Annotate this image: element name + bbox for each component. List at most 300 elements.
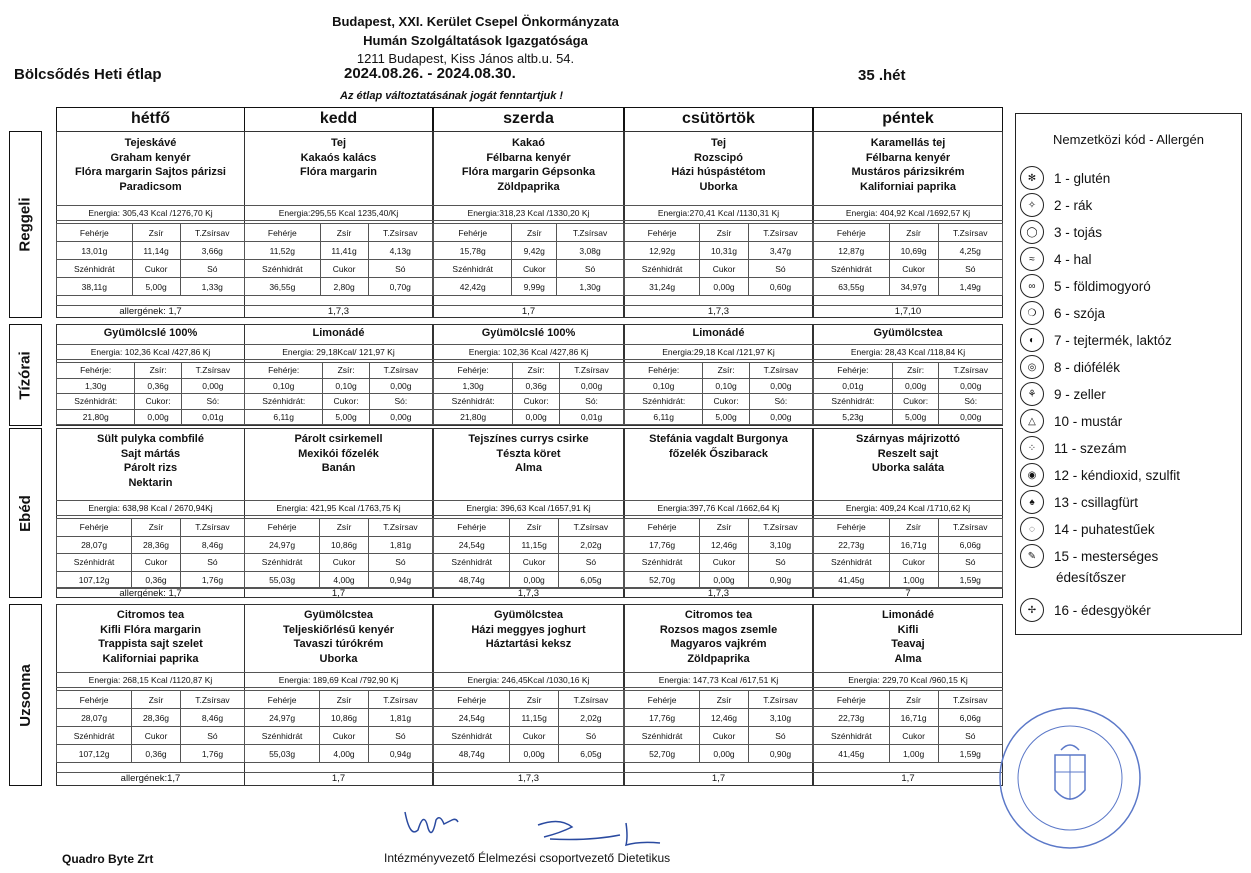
ebed-menu xyxy=(244,432,433,476)
nutrition-row xyxy=(814,260,1003,278)
nutrient-label: Só xyxy=(558,554,623,572)
nutrient-label: Zsír xyxy=(132,519,181,537)
nutrient-value: 0,90g xyxy=(748,745,812,763)
menu-item: Limonádé xyxy=(312,327,365,339)
reggeli-nutrition-table xyxy=(813,223,1003,296)
nutrition-row xyxy=(814,519,1003,537)
nutrition-row xyxy=(245,409,433,425)
nutrition-row xyxy=(434,745,624,763)
allergen-label: 12 - kéndioxid, szulfit xyxy=(1054,467,1181,483)
nutrition-row xyxy=(434,242,624,260)
reggeli-allergens: 1,7 xyxy=(433,305,624,317)
reggeli-allergens: 1,7,3 xyxy=(244,305,433,317)
allergen-label: 7 - tejtermék, laktóz xyxy=(1054,332,1172,348)
nutrient-label: Szénhidrát xyxy=(814,727,890,745)
tizorai-nutrition-table xyxy=(433,362,624,425)
menu-item: Kaliforniai paprika xyxy=(102,652,199,665)
org-line1: Budapest, XXI. Kerület Csepel Önkormányzata xyxy=(332,14,619,29)
menu-item: Nektarin xyxy=(128,476,173,489)
nutrient-label: Szénhidrát: xyxy=(814,394,893,410)
meal-label-text: Uzsonna xyxy=(17,663,35,727)
nutrient-value: 2,80g xyxy=(320,278,368,296)
nutrition-row xyxy=(245,394,433,410)
celery-icon: ⚘ xyxy=(1020,382,1044,406)
nutrition-row xyxy=(434,536,624,554)
nutrient-value: 1,59g xyxy=(938,745,1002,763)
menu-item: Alma xyxy=(515,462,542,474)
nutrient-label: Cukor xyxy=(320,727,369,745)
nutrient-value: 4,00g xyxy=(320,571,369,589)
allergen-item xyxy=(1020,166,1110,190)
nutrient-label: Szénhidrát xyxy=(625,554,700,572)
nutrient-label: T.Zsírsav xyxy=(557,224,624,242)
nutrient-label: T.Zsírsav xyxy=(939,363,1003,379)
ebed-energy: Energia:397,76 Kcal /1662,64 Kj xyxy=(624,500,813,516)
mustard-icon: △ xyxy=(1020,409,1044,433)
menu-item: Limonádé xyxy=(882,609,934,621)
nutrition-row xyxy=(625,745,813,763)
nutrient-label: Fehérje: xyxy=(57,363,135,379)
nutrition-row xyxy=(625,727,813,745)
allergen-item xyxy=(1020,247,1092,271)
menu-item: Tej xyxy=(710,137,727,149)
menu-item: Gyümölcstea xyxy=(873,327,943,339)
nutrient-label: Só xyxy=(748,260,812,278)
nutrition-row xyxy=(57,363,245,379)
nutrition-row xyxy=(57,709,245,727)
nutrient-value: 0,00g xyxy=(892,378,939,394)
menu-item: Uborka xyxy=(699,180,738,193)
nutrient-value: 5,00g xyxy=(892,409,939,425)
nutrient-label: Fehérje xyxy=(245,224,321,242)
nutrient-value: 12,46g xyxy=(700,709,749,727)
nutrition-row xyxy=(625,260,813,278)
nutrient-label: Só xyxy=(558,727,623,745)
menu-item: Citromos tea xyxy=(684,609,753,621)
nutrient-value: 0,36g xyxy=(132,745,181,763)
nutrient-label: T.Zsírsav xyxy=(369,363,432,379)
nutrient-value: 0,00g xyxy=(939,378,1003,394)
company-name: Quadro Byte Zrt xyxy=(62,852,154,866)
nutrient-value: 1,49g xyxy=(938,278,1002,296)
nutrient-label: Cukor: xyxy=(513,394,560,410)
uzsonna-allergens: allergének:1,7 xyxy=(56,772,245,784)
nutrition-row xyxy=(57,260,245,278)
allergen-item xyxy=(1020,274,1151,298)
allergen-label: 3 - tojás xyxy=(1054,224,1103,240)
nutrient-label: Zsír: xyxy=(703,363,749,379)
nutrient-label: T.Zsírsav xyxy=(180,519,244,537)
nutrient-value: 4,13g xyxy=(368,242,432,260)
nutrient-label: Szénhidrát xyxy=(814,554,890,572)
nutrient-label: Só xyxy=(938,260,1002,278)
nutrient-label: Cukor xyxy=(700,727,749,745)
nutrient-label: Cukor xyxy=(700,554,749,572)
allergen-label: 1 - glutén xyxy=(1054,170,1111,186)
nutrient-label: Fehérje: xyxy=(814,363,893,379)
nutrition-row xyxy=(814,571,1003,589)
uzsonna-menu xyxy=(624,608,813,666)
meal-label-uzsonna xyxy=(9,604,42,786)
nutrition-row xyxy=(814,745,1003,763)
menu-item: Gyümölcslé 100% xyxy=(103,327,198,339)
nutrient-label: Fehérje: xyxy=(434,363,513,379)
menu-item: Flóra margarin xyxy=(299,166,378,178)
nutrient-value: 0,01g xyxy=(560,409,624,425)
soy-icon: ❍ xyxy=(1020,301,1044,325)
menu-item: Tavaszi túrókrém xyxy=(293,638,384,650)
menu-item: Párolt rizs xyxy=(123,462,178,474)
nutrient-label: Só: xyxy=(939,394,1003,410)
nutrient-value: 1,81g xyxy=(368,536,432,554)
nutrient-value: 31,24g xyxy=(625,278,700,296)
nutrition-row xyxy=(434,378,624,394)
tizorai-energy: Energia:29,18 Kcal /121,97 Kj xyxy=(624,344,813,360)
menu-item: Rozsos magos zsemle xyxy=(659,623,778,636)
nutrient-label: Zsír: xyxy=(323,363,369,379)
milk-icon: ◐ xyxy=(1020,328,1044,352)
nutrient-value: 3,10g xyxy=(748,709,812,727)
nutrient-label: T.Zsírsav xyxy=(748,224,812,242)
nutrition-row xyxy=(434,519,624,537)
tizorai-energy: Energia: 102,36 Kcal /427,86 Kj xyxy=(433,344,624,360)
nutrient-label: Zsír xyxy=(700,224,749,242)
day-header-0: hétfő xyxy=(56,107,245,131)
nutrition-row xyxy=(625,519,813,537)
nutrient-value: 107,12g xyxy=(57,745,132,763)
allergen-label: 11 - szezám xyxy=(1054,440,1127,456)
nutrient-value: 48,74g xyxy=(434,571,510,589)
nutrient-label: Fehérje xyxy=(814,224,890,242)
nutrition-row xyxy=(245,260,433,278)
uzsonna-allergens: 1,7 xyxy=(624,772,813,784)
nutrient-label: T.Zsírsav xyxy=(368,691,432,709)
meal-label-text: Reggeli xyxy=(17,197,34,252)
allergen-item xyxy=(1020,220,1102,244)
ebed-nutrition-table xyxy=(244,518,433,589)
nutrition-row xyxy=(625,224,813,242)
menu-item: Kaliforniai paprika xyxy=(860,180,956,193)
address: 1211 Budapest, Kiss János altb.u. 54. xyxy=(356,51,575,66)
tizorai-energy: Energia: 28,43 Kcal /118,84 Kj xyxy=(813,344,1003,360)
nutrient-label: Szénhidrát xyxy=(57,727,132,745)
nutrition-row xyxy=(245,378,433,394)
nutrition-row xyxy=(245,519,433,537)
nutrient-value: 16,71g xyxy=(889,536,938,554)
nutrition-row xyxy=(625,363,813,379)
nutrient-label: Zsír: xyxy=(513,363,560,379)
nutrient-label: Szénhidrát xyxy=(434,554,510,572)
nutrient-label: Szénhidrát xyxy=(245,727,320,745)
nutrient-value: 0,00g xyxy=(369,409,432,425)
nutrient-value: 0,00g xyxy=(513,409,560,425)
menu-item: Uborka saláta xyxy=(871,462,945,474)
nutrient-label: Szénhidrát xyxy=(57,554,132,572)
reggeli-energy: Energia:318,23 Kcal /1330,20 Kj xyxy=(433,205,624,221)
nutrient-value: 1,30g xyxy=(434,378,513,394)
nutrient-label: Szénhidrát: xyxy=(434,394,513,410)
nutrition-row xyxy=(434,571,624,589)
nutrient-value: 0,10g xyxy=(625,378,703,394)
nutrient-value: 41,45g xyxy=(814,745,890,763)
nutrient-value: 11,15g xyxy=(510,536,558,554)
ebed-nutrition-table xyxy=(813,518,1003,589)
uzsonna-allergens: 1,7 xyxy=(813,772,1003,784)
nutrient-label: T.Zsírsav xyxy=(560,363,624,379)
nutrient-label: Fehérje xyxy=(245,691,320,709)
nutrition-row xyxy=(814,727,1003,745)
nutrient-value: 12,46g xyxy=(700,536,749,554)
ebed-menu xyxy=(433,432,624,476)
nutrient-label: Só: xyxy=(181,394,244,410)
nutrient-value: 42,42g xyxy=(434,278,512,296)
ebed-menu xyxy=(56,432,245,490)
nutrient-label: T.Zsírsav xyxy=(180,691,244,709)
nutrient-label: Só xyxy=(938,727,1002,745)
nutrient-value: 0,00g xyxy=(135,409,181,425)
nutrient-label: T.Zsírsav xyxy=(368,519,432,537)
official-stamp xyxy=(995,700,1145,855)
nutrient-label: Fehérje: xyxy=(625,363,703,379)
allergen-item xyxy=(1020,328,1172,352)
nutrient-value: 9,99g xyxy=(512,278,557,296)
reggeli-allergens: 1,7,3 xyxy=(624,305,813,317)
ebed-energy: Energia: 409,24 Kcal /1710,62 Kj xyxy=(813,500,1003,516)
tizorai-nutrition-table xyxy=(244,362,433,425)
uzsonna-nutrition-table xyxy=(433,690,624,763)
nutrition-row xyxy=(245,727,433,745)
nutrient-value: 3,66g xyxy=(180,242,244,260)
signature-catering-lead xyxy=(530,815,680,855)
nutrient-value: 36,55g xyxy=(245,278,321,296)
nutrient-value: 0,00g xyxy=(939,409,1003,425)
nutrient-value: 10,86g xyxy=(320,536,369,554)
fish-icon: ≈ xyxy=(1020,247,1044,271)
nutrient-label: T.Zsírsav xyxy=(748,691,812,709)
day-header-2: szerda xyxy=(433,107,624,131)
menu-item: Kakaós kalács xyxy=(300,151,377,164)
nutrient-label: T.Zsírsav xyxy=(749,363,812,379)
nutrient-label: Zsír xyxy=(132,224,180,242)
allergen-item xyxy=(1020,490,1138,514)
nutrient-label: T.Zsírsav xyxy=(748,519,812,537)
ebed-allergens: 1,7 xyxy=(244,587,433,599)
allergen-label: édesítőszer xyxy=(1056,570,1126,585)
nutrient-label: Fehérje xyxy=(625,519,700,537)
meal-label-text: Tízórai xyxy=(17,350,34,400)
nutrient-value: 0,00g xyxy=(560,378,624,394)
nutrient-value: 0,60g xyxy=(748,278,812,296)
ebed-nutrition-table xyxy=(433,518,624,589)
allergen-label: 2 - rák xyxy=(1054,197,1093,213)
nutrition-row xyxy=(57,519,245,537)
reggeli-menu xyxy=(624,136,813,194)
nutrient-value: 24,97g xyxy=(245,709,320,727)
signature-roles: Intézményvezető Élelmezési csoportvezető Dietetikus xyxy=(384,851,671,865)
nutrient-label: Só xyxy=(557,260,624,278)
nutrient-label: Só xyxy=(180,554,244,572)
nutrient-label: T.Zsírsav xyxy=(938,691,1002,709)
menu-item: Kifli Flóra margarin xyxy=(100,623,201,636)
nutrient-value: 28,36g xyxy=(132,536,181,554)
nutrient-value: 1,33g xyxy=(180,278,244,296)
nutrition-row xyxy=(434,709,624,727)
nutrient-value: 24,54g xyxy=(434,536,510,554)
nutrition-row xyxy=(57,554,245,572)
nutrient-value: 107,12g xyxy=(57,571,132,589)
nutrient-label: Cukor: xyxy=(135,394,181,410)
nutrition-row xyxy=(434,363,624,379)
uzsonna-energy: Energia: 246,45Kcal /1030,16 Kj xyxy=(433,672,624,688)
reggeli-energy: Energia:295,55 Kcal 1235,40/Kj xyxy=(244,205,433,221)
nutrient-label: Fehérje xyxy=(57,224,133,242)
nutrient-label: T.Zsírsav xyxy=(180,224,244,242)
nutrient-value: 8,46g xyxy=(180,709,244,727)
tizorai-energy: Energia: 29,18Kcal/ 121,97 Kj xyxy=(244,344,433,360)
tizorai-menu xyxy=(56,326,245,341)
menu-item: Trappista sajt szelet xyxy=(98,638,203,650)
page-title: Bölcsődés Heti étlap xyxy=(14,66,162,83)
menu-item: Kifli xyxy=(897,623,919,636)
nutrient-label: T.Zsírsav xyxy=(558,519,623,537)
nutrient-value: 0,00g xyxy=(510,571,558,589)
reggeli-nutrition-table xyxy=(244,223,433,296)
nutrition-row xyxy=(434,394,624,410)
allergen-item xyxy=(1020,517,1155,541)
nutrition-row xyxy=(57,691,245,709)
nutrition-row xyxy=(245,554,433,572)
uzsonna-nutrition-table xyxy=(624,690,813,763)
nutrient-label: Szénhidrát xyxy=(814,260,890,278)
nutrition-row xyxy=(814,278,1003,296)
nutrient-value: 6,11g xyxy=(625,409,703,425)
tizorai-menu xyxy=(244,326,433,341)
ebed-allergens: 7 xyxy=(813,587,1003,599)
allergen-item xyxy=(1020,301,1105,325)
allergen-label: 16 - édesgyökér xyxy=(1054,602,1151,618)
uzsonna-allergens: 1,7,3 xyxy=(433,772,624,784)
menu-item: Paradicsom xyxy=(119,180,182,193)
allergen-label: 4 - hal xyxy=(1054,251,1092,267)
ebed-energy: Energia: 396,63 Kcal /1657,91 Kj xyxy=(433,500,624,516)
ebed-nutrition-table xyxy=(624,518,813,589)
menu-item: Sajt mártás xyxy=(120,447,181,460)
nutrition-row xyxy=(434,409,624,425)
menu-item: Tejszínes currys csirke xyxy=(468,433,589,445)
menu-item: Flóra margarin Sajtos párizsi xyxy=(75,166,226,178)
nutrition-row xyxy=(245,745,433,763)
nutrition-row xyxy=(245,224,433,242)
nutrient-label: Só xyxy=(748,727,812,745)
nutrient-label: Szénhidrát xyxy=(434,260,512,278)
nutrition-row xyxy=(814,378,1003,394)
nutrition-row xyxy=(625,278,813,296)
nutrient-value: 21,80g xyxy=(57,409,135,425)
nutrient-label: Zsír: xyxy=(135,363,181,379)
nutrient-label: Fehérje xyxy=(625,691,700,709)
nutrient-value: 28,07g xyxy=(57,536,132,554)
nutrition-row xyxy=(625,378,813,394)
nutrient-value: 41,45g xyxy=(814,571,890,589)
reggeli-allergens: 1,7,10 xyxy=(813,305,1003,317)
nutrient-value: 0,00g xyxy=(181,378,244,394)
nutrition-row xyxy=(625,536,813,554)
menu-item: Stefánia vagdalt Burgonya xyxy=(649,433,788,445)
nutrient-value: 6,06g xyxy=(938,536,1002,554)
signature-institution-head xyxy=(400,800,490,845)
nutrient-value: 0,10g xyxy=(245,378,323,394)
allergen-item xyxy=(1056,570,1126,585)
nutrient-value: 0,94g xyxy=(368,571,432,589)
uzsonna-energy: Energia: 229,70 Kcal /960,15 Kj xyxy=(813,672,1003,688)
nutrition-row xyxy=(245,709,433,727)
menu-item: Tészta köret xyxy=(496,447,561,460)
nutrient-value: 24,54g xyxy=(434,709,510,727)
nutrition-row xyxy=(625,409,813,425)
nutrient-value: 55,03g xyxy=(245,745,320,763)
menu-item: Teljeskiőrlésű kenyér xyxy=(282,623,395,636)
uzsonna-nutrition-table xyxy=(244,690,433,763)
nutrient-label: Cukor: xyxy=(323,394,369,410)
nutrient-value: 10,69g xyxy=(889,242,938,260)
nutrient-label: Só xyxy=(368,260,432,278)
nutrient-value: 1,76g xyxy=(180,745,244,763)
nutrient-value: 48,74g xyxy=(434,745,510,763)
nutrient-value: 0,10g xyxy=(703,378,749,394)
reggeli-nutrition-table xyxy=(624,223,813,296)
nutrient-value: 0,10g xyxy=(323,378,369,394)
menu-item: Házi húspástétom xyxy=(671,166,766,178)
nutrient-label: Cukor xyxy=(510,727,558,745)
mollusc-icon: ◌ xyxy=(1020,517,1044,541)
nutrient-label: Zsír xyxy=(510,519,558,537)
nutrition-row xyxy=(245,536,433,554)
nutrient-value: 24,97g xyxy=(245,536,320,554)
nutrition-row xyxy=(57,242,245,260)
tizorai-menu xyxy=(433,326,624,341)
nutrition-row xyxy=(814,394,1003,410)
nutrient-value: 1,76g xyxy=(180,571,244,589)
nutrient-label: Fehérje xyxy=(57,519,132,537)
ebed-menu xyxy=(813,432,1003,476)
meal-label-text: Ebéd xyxy=(17,494,34,532)
day-header-1: kedd xyxy=(244,107,433,131)
nutrient-value: 22,73g xyxy=(814,536,890,554)
nutrition-row xyxy=(57,394,245,410)
nutrient-value: 0,00g xyxy=(749,378,812,394)
nutrient-value: 52,70g xyxy=(625,745,700,763)
nutrient-label: T.Zsírsav xyxy=(181,363,244,379)
nutrient-value: 0,00g xyxy=(510,745,558,763)
nutrient-value: 4,25g xyxy=(938,242,1002,260)
ebed-allergens: 1,7,3 xyxy=(433,587,624,599)
nutrient-label: Szénhidrát: xyxy=(245,394,323,410)
uzsonna-nutrition-table xyxy=(56,690,245,763)
sweetener-icon: ✎ xyxy=(1020,544,1044,568)
nutrition-row xyxy=(245,242,433,260)
nutrient-value: 16,71g xyxy=(889,709,938,727)
nutrient-value: 15,78g xyxy=(434,242,512,260)
nutrient-label: Zsír xyxy=(889,519,938,537)
nutrient-value: 0,01g xyxy=(814,378,893,394)
ebed-allergens: allergének: 1,7 xyxy=(56,587,245,599)
nutrient-value: 8,46g xyxy=(180,536,244,554)
nutrient-value: 63,55g xyxy=(814,278,890,296)
menu-item: Banán xyxy=(321,462,356,474)
nutrient-value: 6,05g xyxy=(558,571,623,589)
day-header-3: csütörtök xyxy=(624,107,813,131)
nutrition-row xyxy=(625,709,813,727)
